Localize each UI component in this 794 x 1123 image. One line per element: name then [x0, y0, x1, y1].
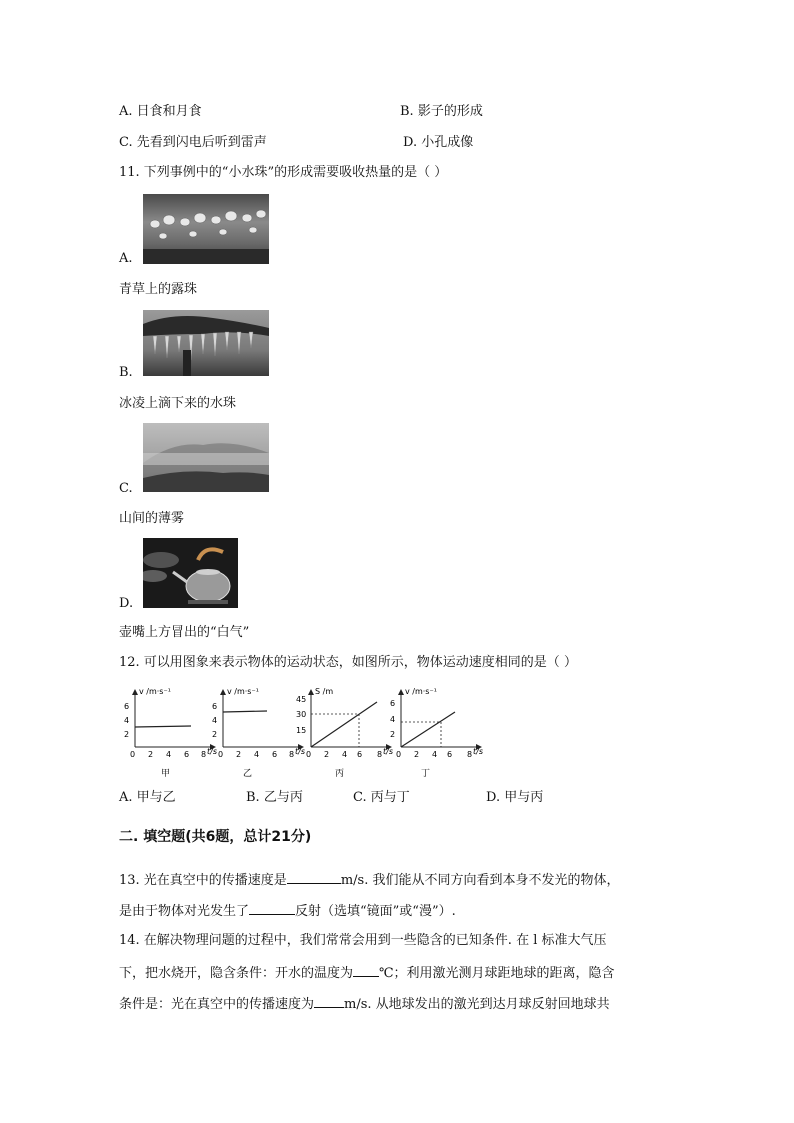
- graph-yi-ytick-6: 6: [212, 702, 218, 711]
- dew-on-grass-photo: [143, 194, 269, 264]
- graph-ding-series: [401, 712, 455, 747]
- kettle-image: [143, 538, 238, 608]
- graph-jia-xlabel: t/s: [207, 747, 217, 756]
- q10-option-d: D. 小孔成像: [403, 135, 474, 150]
- mist-image: [143, 423, 269, 492]
- graph-bing-xtick-6: 6: [357, 750, 363, 759]
- q12-option-c: C. 丙与丁: [353, 790, 410, 805]
- q10-option-a: A. 日食和月食: [119, 104, 202, 119]
- q13-blank-speed[interactable]: [287, 871, 341, 884]
- graph-ding-caption: 丁: [421, 769, 431, 779]
- graph-yi-xlabel: t/s: [295, 747, 305, 756]
- graph-ding-ylabel: v /m·s⁻¹: [405, 687, 437, 696]
- graph-bing-caption: 丙: [335, 769, 345, 779]
- graph-ding-ytick-2: 2: [390, 730, 396, 739]
- q12-option-b: B. 乙与丙: [246, 790, 303, 805]
- q14-line-2: [119, 964, 615, 982]
- graph-yi-series: [223, 711, 267, 712]
- graph-jia: [124, 687, 217, 779]
- q13-text-b: m/s. 我们能从不同方向看到本身不发光的物体，: [340, 873, 620, 888]
- q11-option-d-caption: 壶嘴上方冒出的“白气”: [119, 625, 250, 640]
- graph-bing-xtick-2: 2: [324, 750, 330, 759]
- q13-line-2: [119, 902, 456, 920]
- q11-option-d-letter: D.: [119, 596, 134, 611]
- icicle-drops-photo: [143, 310, 269, 376]
- graph-jia-ytick-4: 4: [124, 716, 130, 725]
- graph-jia-xtick-8: 8: [201, 750, 207, 759]
- q13-text-d: 反射（选填“镜面”或“漫”）.: [295, 904, 456, 919]
- q14-text-b: ℃；利用激光测月球距地球的距离，隐含: [379, 966, 615, 981]
- q10-option-b: B. 影子的形成: [400, 104, 483, 119]
- graph-yi: [212, 687, 305, 779]
- q14-line-1: 14. 在解决物理问题的过程中，我们常常会用到一些隐含的已知条件. 在 l 标准大气压: [119, 933, 607, 948]
- graph-jia-series: [135, 726, 191, 727]
- graph-ding-xtick-4: 4: [432, 750, 438, 759]
- graph-jia-ytick-6: 6: [124, 702, 130, 711]
- q14-blank-light-speed[interactable]: [314, 995, 344, 1008]
- q14-line-3: [119, 995, 610, 1013]
- kettle-steam-photo: [143, 538, 238, 608]
- q11-option-c-caption: 山间的薄雾: [119, 511, 185, 526]
- graph-ding-xtick-8: 8: [467, 750, 473, 759]
- graph-yi-caption: 乙: [243, 769, 253, 779]
- q12-stem: 12. 可以用图象来表示物体的运动状态，如图所示，物体运动速度相同的是（ ）: [119, 655, 577, 670]
- graph-bing-ylabel: S /m: [315, 687, 334, 696]
- q11-option-b-letter: B.: [119, 365, 133, 380]
- graph-jia-xtick-6: 6: [184, 750, 190, 759]
- q11-option-b-caption: 冰凌上滴下来的水珠: [119, 396, 237, 411]
- graph-jia-xtick-2: 2: [148, 750, 154, 759]
- graph-bing-xtick-4: 4: [342, 750, 348, 759]
- q12-option-a: A. 甲与乙: [119, 790, 176, 805]
- q13-line-1: [119, 871, 619, 889]
- motion-graphs-figure: [115, 682, 495, 782]
- graph-ding-xtick-2: 2: [414, 750, 420, 759]
- graph-yi-xtick-4: 4: [254, 750, 260, 759]
- graph-bing-xtick-0: 0: [306, 750, 312, 759]
- q11-option-c-letter: C.: [119, 481, 133, 496]
- q11-option-a-caption: 青草上的露珠: [119, 282, 198, 297]
- section-2-title: 二. 填空题(共6题，总计21分): [119, 829, 312, 845]
- graph-ding-xtick-0: 0: [396, 750, 402, 759]
- q12-option-d: D. 甲与丙: [486, 790, 544, 805]
- mountain-mist-photo: [143, 423, 269, 492]
- graph-bing-series: [311, 702, 377, 747]
- graph-bing-xtick-8: 8: [377, 750, 383, 759]
- dew-drops-image: [143, 194, 269, 264]
- graph-bing-ytick-30: 30: [296, 710, 307, 719]
- graph-yi-xtick-0: 0: [218, 750, 224, 759]
- graph-yi-ytick-2: 2: [212, 730, 218, 739]
- graph-bing-ytick-45: 45: [296, 695, 307, 704]
- q13-text-a: 13. 光在真空中的传播速度是: [119, 873, 287, 888]
- q11-option-a-letter: A.: [119, 251, 133, 266]
- q14-text-d: m/s. 从地球发出的激光到达月球反射回地球共: [344, 997, 610, 1012]
- graph-yi-xtick-8: 8: [289, 750, 295, 759]
- q14-blank-temperature[interactable]: [353, 964, 379, 977]
- q13-blank-reflection[interactable]: [249, 902, 295, 915]
- q14-text-a: 下，把水烧开，隐含条件：开水的温度为: [119, 966, 354, 981]
- q14-text-c: 条件是：光在真空中的传播速度为: [119, 997, 315, 1012]
- graph-ding: [390, 687, 483, 779]
- icicle-image: [143, 310, 269, 376]
- graph-ding-ytick-4: 4: [390, 715, 396, 724]
- graph-yi-ylabel: v /m·s⁻¹: [227, 687, 259, 696]
- graph-jia-ylabel: v /m·s⁻¹: [139, 687, 171, 696]
- graph-bing-xlabel: t/s: [383, 747, 393, 756]
- q13-text-c: 是由于物体对光发生了: [119, 904, 250, 919]
- graph-jia-xtick-4: 4: [166, 750, 172, 759]
- graph-bing-ytick-15: 15: [296, 726, 307, 735]
- graph-jia-xtick-0: 0: [130, 750, 136, 759]
- graph-ding-ytick-6: 6: [390, 699, 396, 708]
- graph-ding-xtick-6: 6: [447, 750, 453, 759]
- graph-bing: [296, 687, 396, 779]
- graph-yi-xtick-6: 6: [272, 750, 278, 759]
- graph-jia-ytick-2: 2: [124, 730, 130, 739]
- q11-stem: 11. 下列事例中的“小水珠”的形成需要吸收热量的是（ ）: [119, 165, 448, 180]
- graph-yi-ytick-4: 4: [212, 716, 218, 725]
- graph-yi-xtick-2: 2: [236, 750, 242, 759]
- q10-option-c: C. 先看到闪电后听到雷声: [119, 135, 267, 150]
- graph-jia-caption: 甲: [161, 769, 171, 779]
- graph-ding-xlabel: t/s: [473, 747, 483, 756]
